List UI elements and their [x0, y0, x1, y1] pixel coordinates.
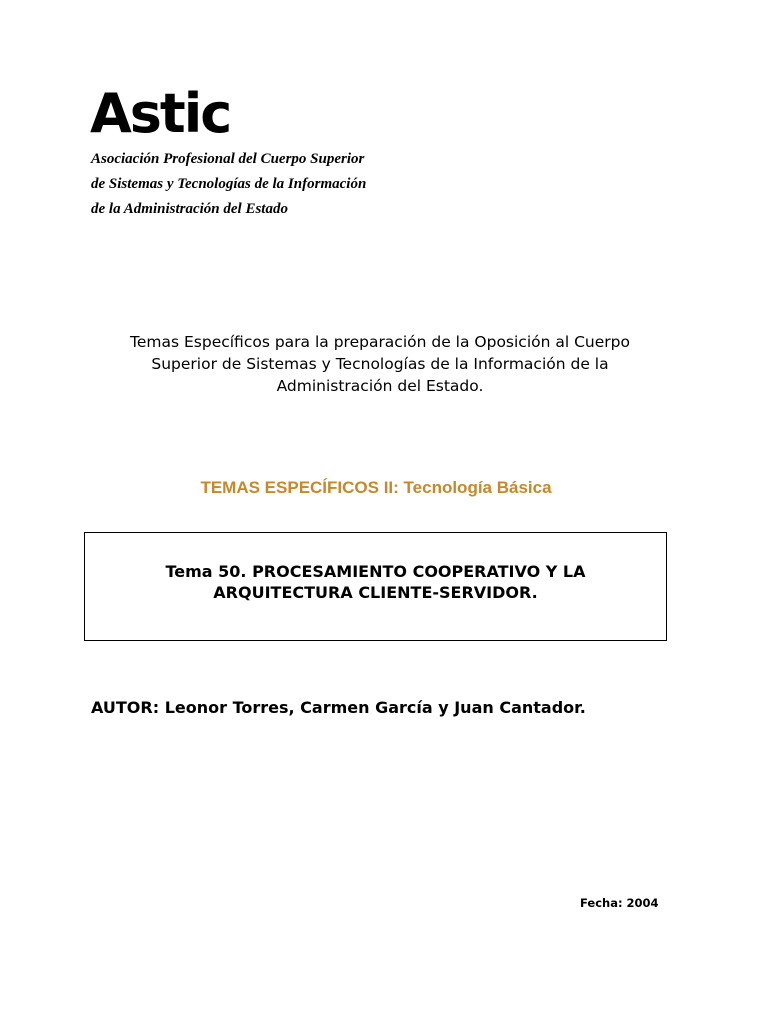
- astic-logo: Astic: [90, 82, 231, 145]
- intro-line-1: Temas Específicos para la preparación de la Oposición al Cuerpo: [130, 333, 630, 351]
- intro-line-2: Superior de Sistemas y Tecnologías de la Información de la: [151, 355, 609, 373]
- tema-title: [85, 561, 666, 603]
- intro-paragraph: [80, 331, 680, 397]
- org-line-3: de la Administración del Estado: [91, 201, 288, 217]
- section-title: TEMAS ESPECÍFICOS II: Tecnología Básica: [200, 478, 552, 497]
- tema-line-2: ARQUITECTURA CLIENTE-SERVIDOR.: [213, 583, 538, 602]
- tema-box: [84, 532, 667, 641]
- organization-name: [91, 147, 366, 222]
- date-label: Fecha: 2004: [580, 896, 659, 910]
- org-line-1: Asociación Profesional del Cuerpo Superior: [91, 151, 365, 167]
- tema-line-1: Tema 50. PROCESAMIENTO COOPERATIVO Y LA: [165, 562, 586, 581]
- org-line-2: de Sistemas y Tecnologías de la Información: [91, 176, 367, 192]
- intro-line-3: Administración del Estado.: [276, 377, 484, 395]
- author-line: AUTOR: Leonor Torres, Carmen García y Juan Cantador.: [91, 698, 586, 717]
